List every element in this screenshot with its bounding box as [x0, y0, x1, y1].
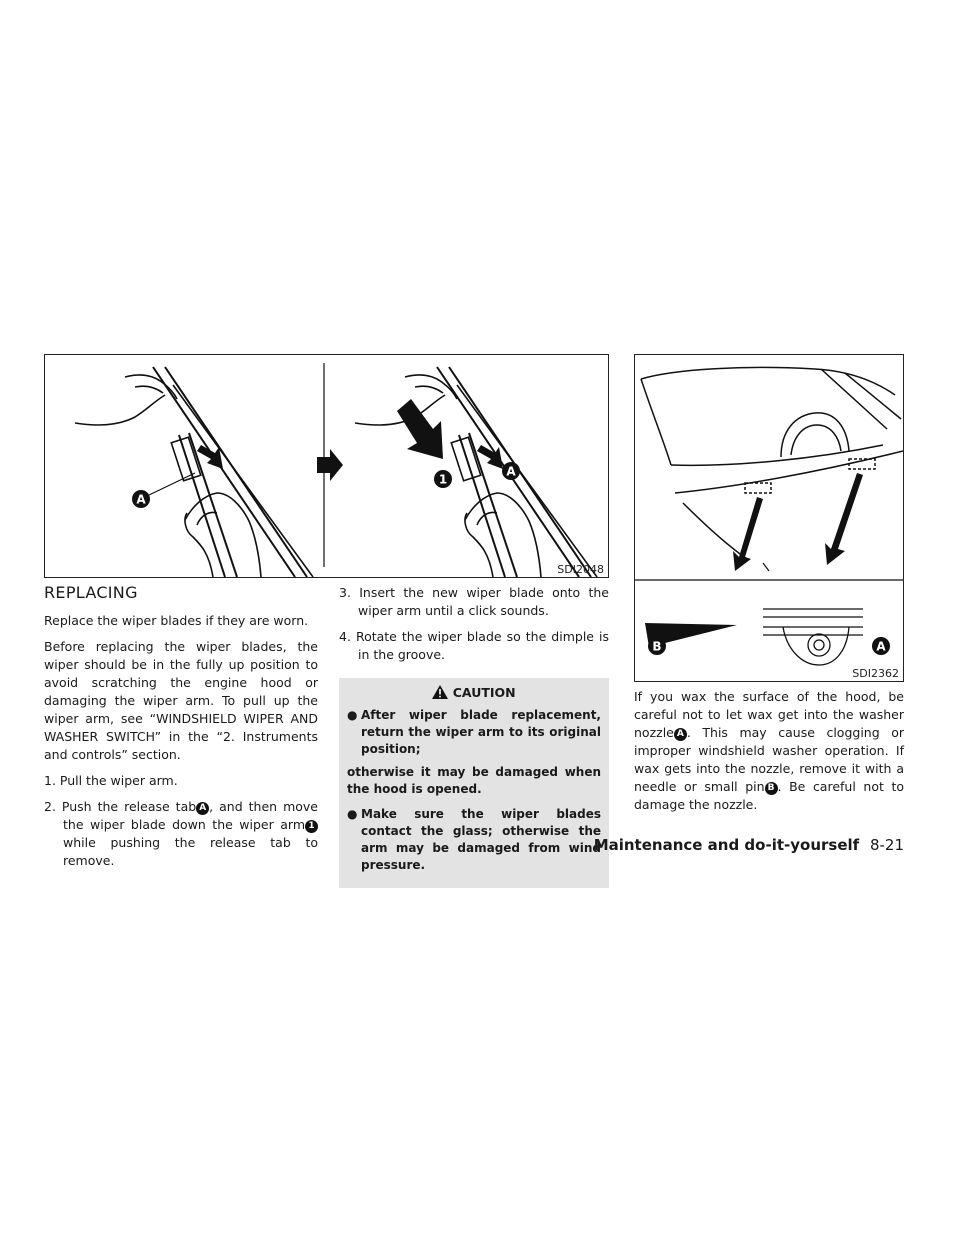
step-1: 1. Pull the wiper arm.: [44, 773, 178, 788]
svg-text:A: A: [506, 464, 516, 479]
nozzle-illustration: [635, 355, 903, 681]
bullet-icon: ●: [347, 807, 358, 821]
caution-item: ● Make sure the wiper blades contact the glass; otherwise the arm may be damaged from wind pressure.: [347, 807, 601, 872]
callout-b: [648, 637, 666, 655]
section-heading: REPLACING: [44, 583, 138, 602]
caution-item: ● After wiper blade replacement, return the wiper arm to its original position;: [347, 708, 601, 756]
figure-code: SDI2048: [557, 563, 604, 576]
figure-wiper-blade-removal: [44, 354, 609, 578]
svg-text:B: B: [652, 639, 662, 654]
callout-1: [434, 470, 452, 488]
step-4: 4. Rotate the wiper blade so the dimple is in the groove.: [339, 629, 609, 662]
push-arrow-icon: [197, 445, 223, 469]
marker-a: A: [196, 802, 209, 815]
svg-text:1: 1: [438, 472, 448, 487]
paragraph-before-replacing: Before replacing the wiper blades, the wiper should be in the fully up position to avoid scratching the engine hood or damaging the wiper arm. To pull up the wiper arm, see “WINDSHIELD WIPER AND WASHER SWITCH” in the “2. Instruments and controls” section.: [44, 639, 318, 762]
page-footer: [560, 836, 904, 854]
footer-section-title: Maintenance and do-it-yourself: [593, 836, 860, 854]
callout-a-right: [502, 462, 520, 480]
callout-a-left: [132, 490, 150, 508]
step-3: 3. Insert the new wiper blade onto the wiper arm until a click sounds.: [339, 585, 609, 618]
page-number: 8-21: [869, 836, 904, 854]
nozzle-closeup-drawing: [763, 609, 863, 665]
warning-triangle-icon: [432, 685, 448, 699]
nozzle-pointer-arrow-icon: [733, 497, 763, 571]
callout-a-nozzle: [872, 637, 890, 655]
left-panel-drawing: [75, 367, 313, 577]
wiper-illustration: [45, 355, 608, 577]
paragraph-washer-nozzle: If you wax the surface of the hood, be careful not to let wax get into the washer nozzle A . This may cause clogging or improper windshield washer operation. If wax gets into the nozzle, remove it with a needle or small pin B . Be careful not to damage the nozzle.: [634, 689, 904, 812]
figure-washer-nozzle: [634, 354, 904, 682]
marker-b: B: [765, 782, 778, 795]
hood-drawing: [641, 367, 903, 559]
right-panel-drawing: [355, 367, 597, 577]
marker-a: A: [674, 728, 687, 741]
push-arrow-icon-right: [477, 445, 503, 469]
caution-title: CAUTION: [347, 684, 601, 701]
svg-text:A: A: [136, 492, 146, 507]
nozzle-pointer-arrow-icon-2: [825, 473, 863, 565]
svg-text:A: A: [876, 639, 886, 654]
paragraph-worn: Replace the wiper blades if they are worn.: [44, 613, 309, 628]
next-step-arrow-icon: [317, 449, 343, 481]
caution-item-detail: otherwise it may be damaged when the hood is opened.: [347, 765, 601, 796]
bullet-icon: ●: [347, 708, 358, 722]
column-right: [634, 688, 904, 822]
figure-code: SDI2362: [852, 667, 899, 680]
step-2: 2. Push the release tab A , and then move the wiper blade down the wiper arm 1 while pushing the release tab to remove.: [44, 799, 318, 868]
slide-down-arrow-icon: [397, 399, 443, 459]
marker-1: 1: [305, 820, 318, 833]
column-left: [44, 584, 318, 878]
caution-box: [339, 678, 609, 888]
